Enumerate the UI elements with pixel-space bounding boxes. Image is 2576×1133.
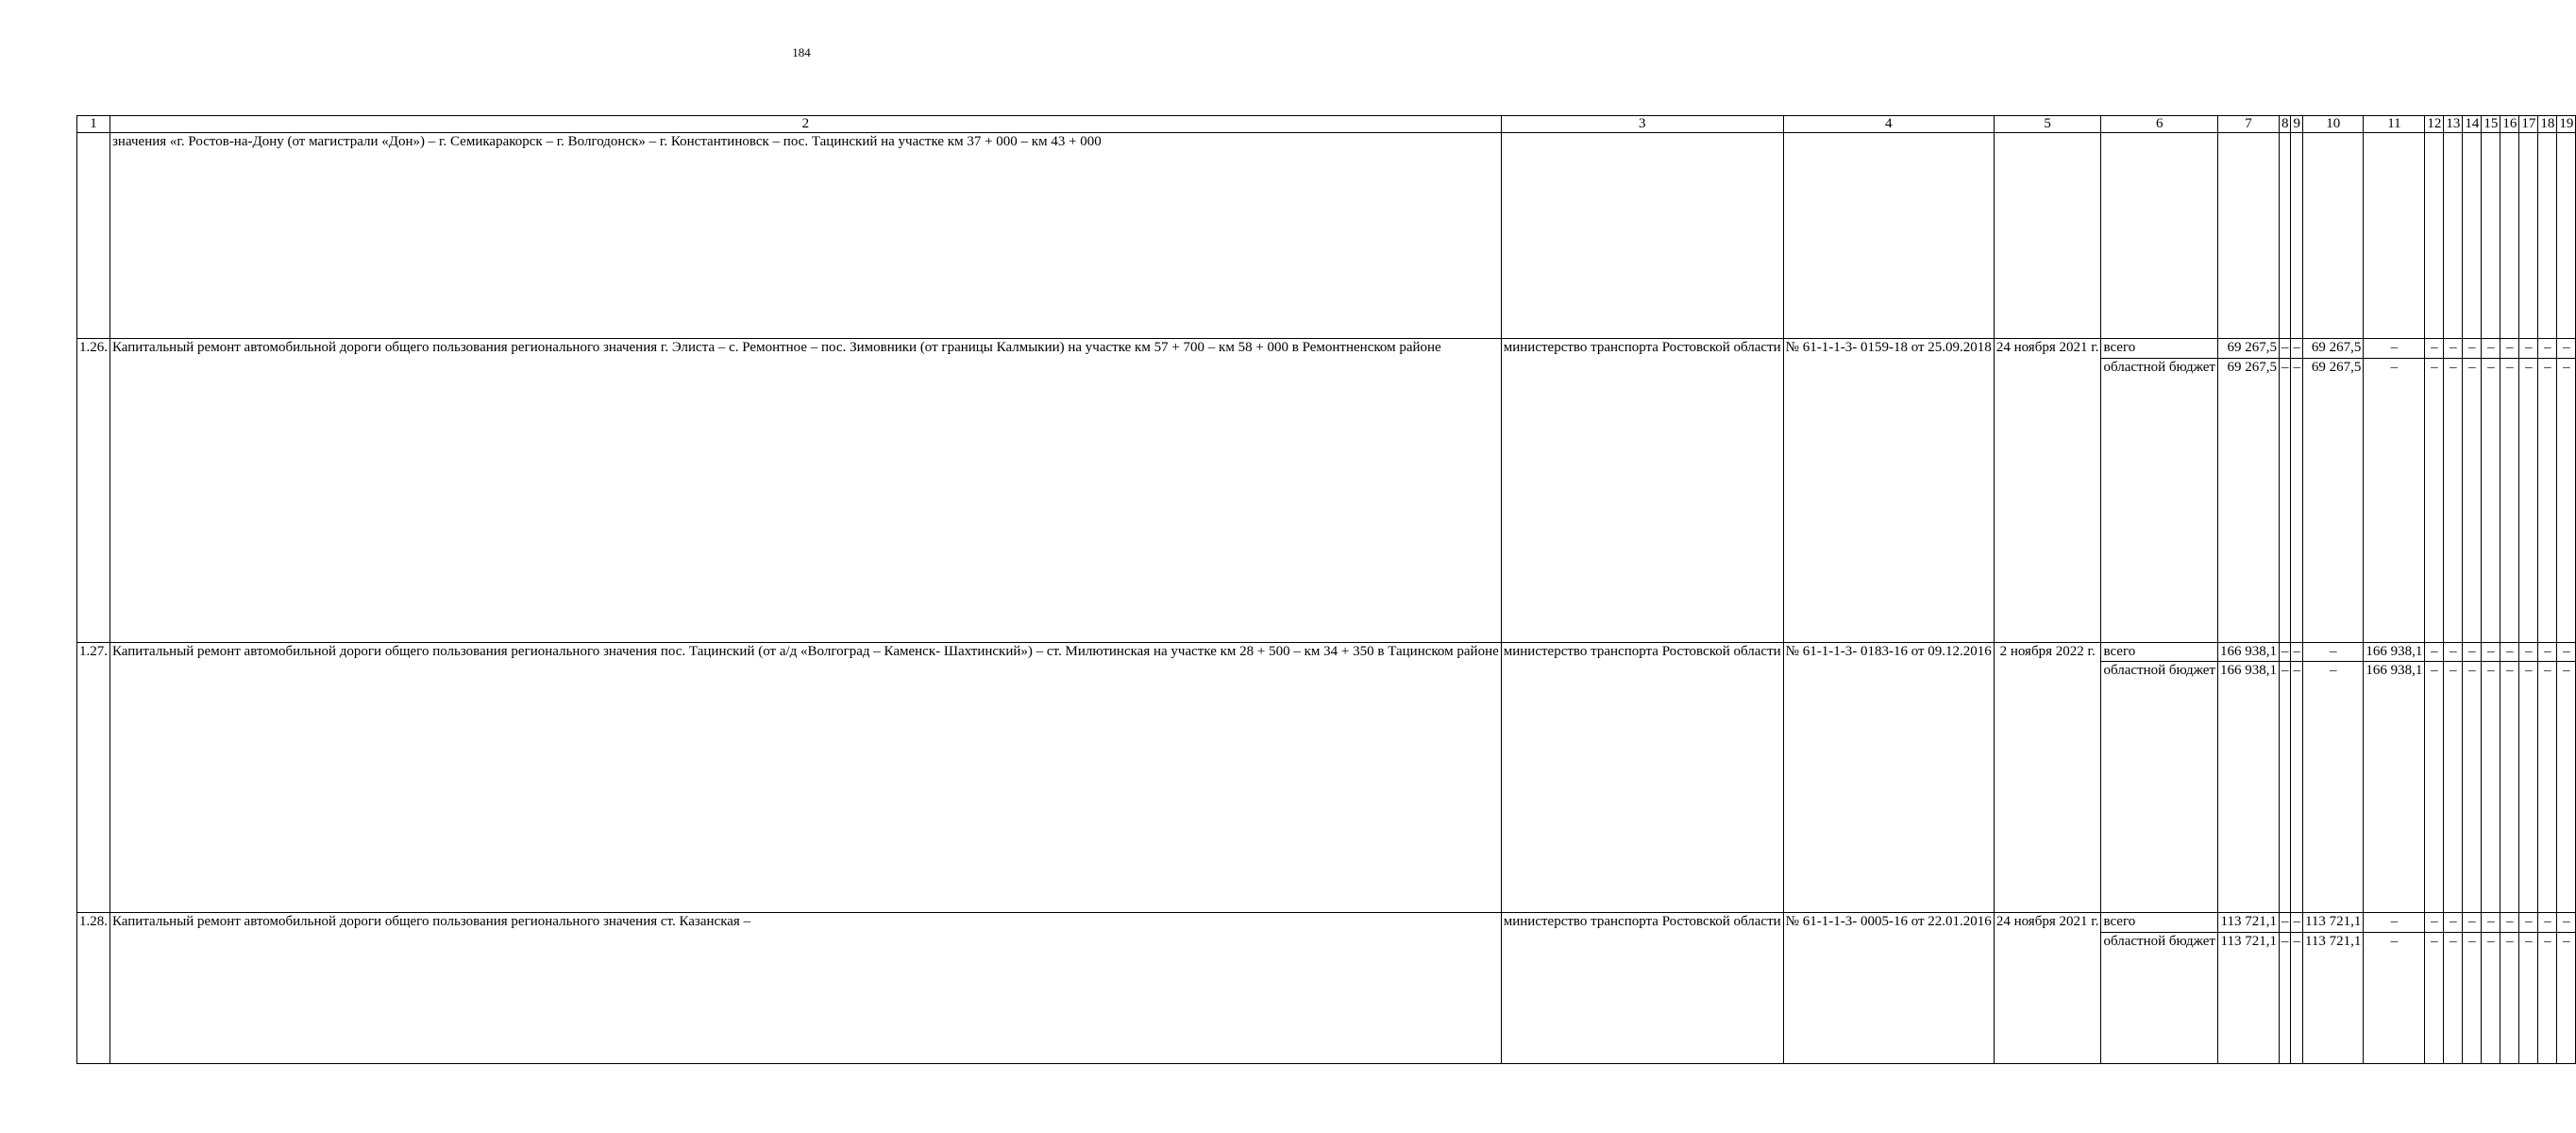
column-number-header: 6 [2101, 116, 2218, 133]
empty-cell [2291, 133, 2303, 339]
amount-cell: – [2463, 339, 2482, 359]
empty-cell [2519, 133, 2538, 339]
amount-cell: 166 938,1 [2364, 642, 2425, 662]
table-body [77, 116, 2576, 1064]
empty-cell [2279, 133, 2291, 339]
amount-cell: – [2302, 662, 2363, 913]
amount-cell: 113 721,1 [2302, 932, 2363, 1063]
amount-cell: 69 267,5 [2217, 339, 2279, 359]
amount-cell: – [2279, 913, 2291, 933]
amount-cell: – [2463, 642, 2482, 662]
empty-cell [1783, 133, 1994, 339]
empty-cell [2538, 133, 2557, 339]
amount-cell: – [2482, 932, 2500, 1063]
row-number-cell: 1.26. [77, 339, 110, 643]
continuation-row [77, 133, 2576, 339]
amount-cell: 69 267,5 [2217, 358, 2279, 642]
amount-cell: – [2463, 932, 2482, 1063]
amount-cell: – [2425, 642, 2444, 662]
amount-cell: 166 938,1 [2217, 662, 2279, 913]
column-number-header: 5 [1994, 116, 2101, 133]
object-name-cell: Капитальный ремонт автомобильной дороги общего пользования регионального значения г. Элиста – с. Ремонтное – пос. Зимовники (от границы Калмыкии) на участке км 57 + 700 – км 58 + 000 в Ремонтненском районе [110, 339, 1502, 643]
project-row-total [77, 339, 2576, 359]
date-cell: 24 ноября 2021 г. [1994, 913, 2101, 1064]
amount-cell: – [2291, 358, 2303, 642]
amount-cell: – [2364, 913, 2425, 933]
customer-cell: министерство транспорта Ростовской области [1501, 339, 1783, 643]
funding-source-cell: областной бюджет [2101, 662, 2218, 913]
customer-cell: министерство транспорта Ростовской области [1501, 913, 1783, 1064]
customer-cell: министерство транспорта Ростовской области [1501, 642, 1783, 913]
amount-cell: – [2444, 642, 2463, 662]
empty-cell [2425, 133, 2444, 339]
amount-cell: – [2519, 662, 2538, 913]
funding-source-cell: всего [2101, 913, 2218, 933]
amount-cell: – [2557, 339, 2576, 359]
amount-cell: – [2425, 339, 2444, 359]
amount-cell: – [2500, 932, 2519, 1063]
amount-cell: – [2557, 662, 2576, 913]
document-cell: № 61-1-1-3- 0005-16 от 22.01.2016 [1783, 913, 1994, 1064]
amount-cell: – [2364, 932, 2425, 1063]
column-number-header: 13 [2444, 116, 2463, 133]
financing-table [76, 115, 2576, 1064]
amount-cell: – [2538, 913, 2557, 933]
amount-cell: – [2444, 932, 2463, 1063]
column-number-row [77, 116, 2576, 133]
amount-cell: – [2425, 662, 2444, 913]
amount-cell: – [2519, 339, 2538, 359]
project-row-total [77, 642, 2576, 662]
amount-cell: – [2557, 932, 2576, 1063]
column-number-header: 14 [2463, 116, 2482, 133]
amount-cell: – [2519, 932, 2538, 1063]
empty-cell [2444, 133, 2463, 339]
amount-cell: – [2538, 662, 2557, 913]
amount-cell: – [2482, 358, 2500, 642]
amount-cell: – [2425, 358, 2444, 642]
amount-cell: 166 938,1 [2364, 662, 2425, 913]
document-cell: № 61-1-1-3- 0159-18 от 25.09.2018 [1783, 339, 1994, 643]
amount-cell: 69 267,5 [2302, 358, 2363, 642]
amount-cell: – [2279, 662, 2291, 913]
column-number-header: 11 [2364, 116, 2425, 133]
amount-cell: – [2500, 642, 2519, 662]
date-cell: 24 ноября 2021 г. [1994, 339, 2101, 643]
amount-cell: – [2463, 662, 2482, 913]
empty-cell [1994, 133, 2101, 339]
amount-cell: – [2557, 913, 2576, 933]
amount-cell: – [2444, 662, 2463, 913]
empty-cell [2101, 133, 2218, 339]
column-number-header: 3 [1501, 116, 1783, 133]
empty-cell [2463, 133, 2482, 339]
row-number-cell: 1.28. [77, 913, 110, 1064]
amount-cell: – [2500, 913, 2519, 933]
object-name-cell: значения «г. Ростов-на-Дону (от магистрали «Дон») – г. Семикаракорск – г. Волгодонск» – г. Константиновск – пос. Тацинский на участке км 37 + 000 – км 43 + 000 [110, 133, 1502, 339]
amount-cell: – [2500, 339, 2519, 359]
project-row-total [77, 913, 2576, 933]
column-number-header: 2 [110, 116, 1502, 133]
amount-cell: – [2538, 339, 2557, 359]
amount-cell: 113 721,1 [2302, 913, 2363, 933]
column-number-header: 18 [2538, 116, 2557, 133]
amount-cell: – [2463, 358, 2482, 642]
date-cell: 2 ноября 2022 г. [1994, 642, 2101, 913]
object-name-cell: Капитальный ремонт автомобильной дороги общего пользования регионального значения пос. Тацинский (от а/д «Волгоград – Каменск- Шахтинский») – ст. Милютинская на участке км 28 + 500 – км 34 + 350 в Тацинском районе [110, 642, 1502, 913]
amount-cell: – [2364, 339, 2425, 359]
column-number-header: 8 [2279, 116, 2291, 133]
column-number-header: 16 [2500, 116, 2519, 133]
amount-cell: – [2463, 913, 2482, 933]
amount-cell: – [2291, 339, 2303, 359]
amount-cell: 113 721,1 [2217, 913, 2279, 933]
amount-cell: – [2444, 913, 2463, 933]
page-number: 184 [792, 45, 811, 59]
column-number-header: 10 [2302, 116, 2363, 133]
amount-cell: – [2279, 358, 2291, 642]
column-number-header: 19 [2557, 116, 2576, 133]
column-number-header: 7 [2217, 116, 2279, 133]
funding-source-cell: областной бюджет [2101, 358, 2218, 642]
amount-cell: – [2519, 642, 2538, 662]
funding-source-cell: областной бюджет [2101, 932, 2218, 1063]
object-name-cell: Капитальный ремонт автомобильной дороги общего пользования регионального значения ст. Казанская – [110, 913, 1502, 1064]
column-number-header: 12 [2425, 116, 2444, 133]
empty-cell [2557, 133, 2576, 339]
funding-source-cell: всего [2101, 339, 2218, 359]
amount-cell: – [2519, 913, 2538, 933]
amount-cell: – [2482, 913, 2500, 933]
empty-cell [2302, 133, 2363, 339]
amount-cell: 113 721,1 [2217, 932, 2279, 1063]
amount-cell: – [2557, 358, 2576, 642]
amount-cell: – [2482, 642, 2500, 662]
amount-cell: – [2538, 932, 2557, 1063]
amount-cell: – [2425, 932, 2444, 1063]
amount-cell: – [2538, 358, 2557, 642]
amount-cell: – [2425, 913, 2444, 933]
funding-source-cell: всего [2101, 642, 2218, 662]
row-number-cell: 1.27. [77, 642, 110, 913]
row-number-cell [77, 133, 110, 339]
amount-cell: – [2557, 642, 2576, 662]
amount-cell: – [2500, 662, 2519, 913]
amount-cell: – [2364, 358, 2425, 642]
amount-cell: – [2538, 642, 2557, 662]
amount-cell: – [2291, 932, 2303, 1063]
amount-cell: – [2291, 642, 2303, 662]
amount-cell: – [2279, 932, 2291, 1063]
amount-cell: 69 267,5 [2302, 339, 2363, 359]
column-number-header: 9 [2291, 116, 2303, 133]
amount-cell: – [2291, 662, 2303, 913]
amount-cell: – [2519, 358, 2538, 642]
column-number-header: 1 [77, 116, 110, 133]
amount-cell: – [2500, 358, 2519, 642]
empty-cell [2500, 133, 2519, 339]
empty-cell [1501, 133, 1783, 339]
empty-cell [2364, 133, 2425, 339]
amount-cell: – [2444, 358, 2463, 642]
amount-cell: – [2279, 339, 2291, 359]
document-cell: № 61-1-1-3- 0183-16 от 09.12.2016 [1783, 642, 1994, 913]
amount-cell: – [2291, 913, 2303, 933]
amount-cell: – [2444, 339, 2463, 359]
column-number-header: 17 [2519, 116, 2538, 133]
amount-cell: – [2482, 339, 2500, 359]
amount-cell: – [2302, 642, 2363, 662]
column-number-header: 4 [1783, 116, 1994, 133]
amount-cell: 166 938,1 [2217, 642, 2279, 662]
amount-cell: – [2482, 662, 2500, 913]
column-number-header: 15 [2482, 116, 2500, 133]
empty-cell [2217, 133, 2279, 339]
empty-cell [2482, 133, 2500, 339]
amount-cell: – [2279, 642, 2291, 662]
